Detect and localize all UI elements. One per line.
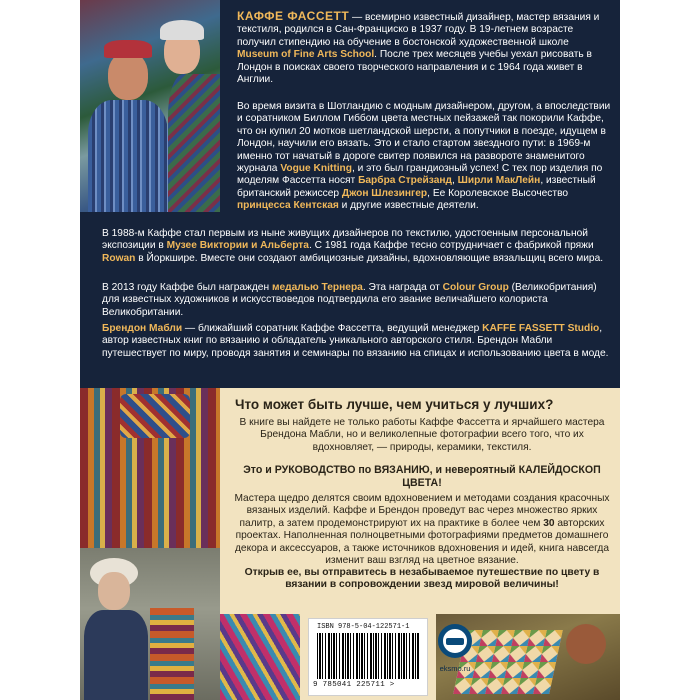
eksmo-logo-icon	[438, 624, 472, 658]
bio-text: и другие известные деятели.	[338, 200, 479, 212]
author-name-kaffe: КАФФЕ ФАССЕТТ	[237, 9, 350, 23]
person-body	[84, 610, 148, 700]
striped-scarf	[150, 608, 194, 700]
publisher-logo	[430, 618, 480, 694]
bio-text: , известный британский режиссер	[237, 175, 596, 199]
barcode-digits: 9 785041 225711 >	[313, 681, 395, 689]
knit-swatch-photo	[220, 614, 300, 700]
description-paragraph: В книге вы найдете не только работы Каффе Фассетта и ярчайшего мастера Брендона Мабли, но и великолепные фотографии всего того, что их вдохновляет, — природы, керамики, текстиля.	[239, 417, 605, 453]
bio-text: — всемирно известный дизайнер, мастер вязания и текстиля, родился в Сан-Франциско в 1937 году. В 19-летнем возрасте получил стипендию на обучение в бостонской художественной школе	[237, 12, 600, 48]
bio-text: , автор известных книг по вязанию и обладатель уникального авторского стиля. Брендон Мабли путешествует по миру, проводя занятия и семинары по вязанию на спицах и использованию цвета в моде.	[102, 323, 609, 359]
book-back-cover	[80, 0, 620, 700]
bio-text: Во время визита в Шотландию с модным дизайнером, другом, а впоследствии и соратником Биллом Гиббом цвета местных пейзажей так покорили Каффе, что он купил 20 мотков шетландской шерсти, а попутчики в поезде, идущем в Лондон, научили его вязать. Это и стало стартом звездного пути: в 1969-м именно тот начатый в дороге свитер появился на развороте знаменитого журнала	[237, 101, 611, 175]
patterned-cushion	[120, 394, 190, 438]
highlight-studio: KAFFE FASSETT Studio	[482, 323, 600, 334]
author-bio-section	[80, 0, 620, 388]
authors-photo	[80, 0, 220, 212]
bio-text: — ближайший соратник Каффе Фассетта, ведущий менеджер	[182, 323, 483, 334]
bio-paragraph-2013	[102, 282, 612, 319]
barcode-icon	[317, 633, 419, 679]
author-shirt-striped	[88, 100, 168, 212]
bio-text: . После трех месяцев учебы уехал рисовать в Лондон в поисках своего творческого направления и с 1964 года живет в Англии.	[237, 49, 592, 86]
author-name-brandon: Брендон Мабли	[102, 323, 183, 334]
bio-paragraph-kaffe	[237, 10, 611, 86]
bio-paragraph-1988	[102, 228, 612, 265]
highlight-museum: Музее Виктории и Альберта	[166, 240, 309, 252]
bio-text: , и это был грандиозный успех! С тех пор изделия по моделям Фассетта носят	[237, 163, 603, 187]
highlight-medal: медалью Тернера	[271, 282, 363, 293]
highlight-streisand: Барбра Стрейзанд	[358, 175, 452, 187]
highlight-rowan: Rowan	[102, 252, 136, 264]
ceramic-pot	[566, 624, 606, 664]
bio-text: в Йоркшире. Вместе они создают амбициозные дизайны, вдохновляющие вязальщиц всего мира.	[135, 252, 604, 264]
bandana	[104, 40, 152, 58]
bio-text: , Ее Королевское Высочество	[427, 187, 569, 199]
isbn-label: ISBN 978-5-04-122571-1	[317, 623, 410, 631]
highlight-colour-group: Colour Group	[442, 282, 509, 293]
bio-paragraph-brandon	[102, 323, 612, 360]
projects-count: 30	[543, 517, 555, 529]
section-heading: Что может быть лучше, чем учиться у лучших?	[235, 397, 554, 412]
description-text: авторских проектах. Наполненная полноцветными фотографиями предметов домашнего декора и аксессуаров, а также источников вдохновения и идей, книга навсегда изменит ваш взгляд на цветное вязание.	[234, 517, 610, 567]
white-hair	[160, 20, 204, 40]
tagline: Это и РУКОВОДСТВО по ВЯЗАНИЮ, и невероятный КАЛЕЙДОСКОП ЦВЕТА!	[243, 464, 601, 490]
author-sweater-knitted	[168, 74, 220, 212]
highlight-princess: принцесса Кентская	[237, 200, 339, 212]
person-face	[98, 572, 130, 610]
knitted-chair-photo	[80, 388, 220, 548]
description-text: Мастера щедро делятся своим вдохновением и методами создания красочных вязаных изделий. Каффе и Брендон проведут вас через множество ярких палитр, а затем продемонстрируют их на практике в более чем	[234, 493, 610, 529]
highlight-school: Museum of Fine Arts School	[237, 49, 375, 61]
highlight-maclaine: Ширли МакЛейн	[457, 175, 541, 187]
description-paragraph-methods	[232, 493, 612, 567]
bio-text: В 2013 году Каффе был награжден	[102, 282, 272, 293]
bio-text: . Эта награда от	[362, 282, 443, 293]
bio-text: В 1988-м Каффе стал первым из ныне живущих дизайнеров по текстилю, удостоенным персональной экспозиции в	[102, 228, 588, 252]
bio-text: (Великобритания) для известных художников и искусствоведов подтвердила его звание величайшего колориста Великобритании.	[102, 282, 597, 318]
author-face-brandon	[108, 52, 148, 100]
bio-paragraph-scotland	[237, 101, 611, 213]
woman-with-scarf-photo	[80, 548, 220, 700]
highlight-vogue: Vogue Knitting	[280, 163, 352, 175]
closing-statement: Открыв ее, вы отправитесь в незабываемое путешествие по цвету в вязании в сопровождении звезд мировой величины!	[244, 567, 600, 591]
barcode-panel	[308, 618, 428, 696]
bio-text: . С 1981 года Каффе тесно сотрудничает с фабрикой пряжи	[308, 240, 594, 252]
bio-text: ,	[452, 175, 458, 187]
publisher-url: eksmo.ru	[439, 664, 471, 673]
book-description-section	[80, 388, 620, 700]
highlight-schlesinger: Джон Шлезингер	[341, 187, 428, 199]
